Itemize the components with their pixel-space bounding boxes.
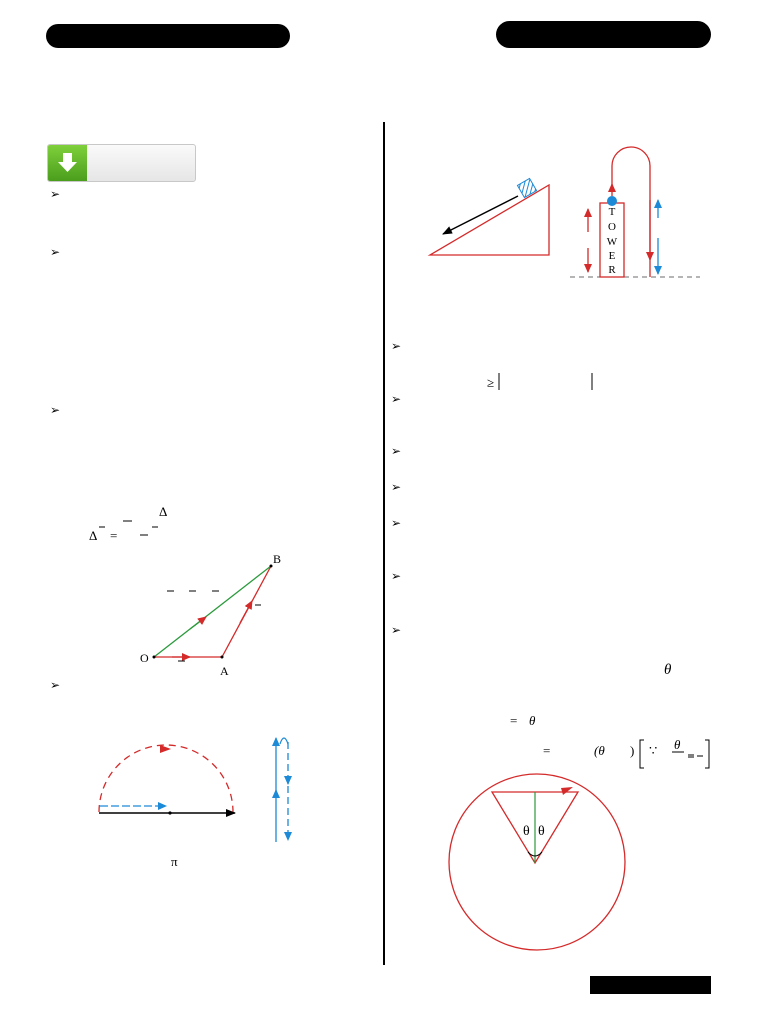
point-label-b: B (273, 552, 282, 566)
tower-diagram (570, 147, 700, 277)
math-theta-paren: (θ (594, 743, 605, 758)
math-fragments (89, 373, 709, 869)
bullet-icon: ➢ (391, 516, 402, 530)
bullet-icon: ➢ (50, 403, 61, 417)
semicircle-path (99, 745, 233, 812)
projectile-ball (607, 196, 617, 206)
bullet-icon: ➢ (391, 444, 402, 458)
circle-chord-diagram (449, 774, 625, 950)
point-label-o: O (140, 651, 149, 665)
math-equals: = (110, 528, 118, 543)
chord-arrowhead (561, 787, 573, 795)
tower-letter: T (608, 206, 616, 218)
math-theta: θ (664, 662, 672, 678)
math-delta-top: Δ (159, 504, 168, 519)
math-close-paren: ) (630, 743, 635, 758)
math-eq-1: = (510, 713, 518, 728)
bullet-icon: ➢ (391, 339, 402, 353)
math-theta-1: θ (529, 713, 536, 728)
tower-label (607, 206, 618, 276)
semicircle-diagram (99, 738, 288, 842)
vector-bars (99, 521, 261, 661)
math-eq-2: = (543, 743, 551, 758)
bullet-icon: ➢ (391, 569, 402, 583)
tower-letter: E (608, 250, 616, 262)
vector-ob (154, 566, 271, 657)
trajectory-path (612, 147, 650, 277)
incline-triangle (430, 185, 549, 255)
math-because: ∵ (649, 743, 658, 758)
math-delta-left: Δ (89, 528, 98, 543)
tower-letter: R (608, 264, 616, 276)
math-theta-frac: θ (674, 737, 681, 752)
incline-diagram (430, 178, 549, 255)
bullet-icon: ➢ (50, 678, 61, 692)
math-geq: ≥ (487, 375, 495, 390)
slide-direction-arrow (443, 196, 518, 234)
point-label-a: A (220, 664, 229, 678)
bullet-icon: ➢ (391, 623, 402, 637)
vector-triangle-diagram (99, 521, 281, 678)
tower-letter: W (606, 236, 618, 248)
math-pi: π (171, 854, 178, 869)
bullet-icon: ➢ (391, 392, 402, 406)
bullet-icon: ➢ (50, 245, 61, 259)
bullet-icon: ➢ (391, 480, 402, 494)
outer-circle (449, 774, 625, 950)
semicircle-arrowhead (160, 745, 171, 753)
bullet-icon: ➢ (50, 187, 61, 201)
angle-theta-right: θ (538, 824, 545, 839)
tower-letter: O (608, 221, 616, 233)
angle-theta-left: θ (523, 824, 530, 839)
